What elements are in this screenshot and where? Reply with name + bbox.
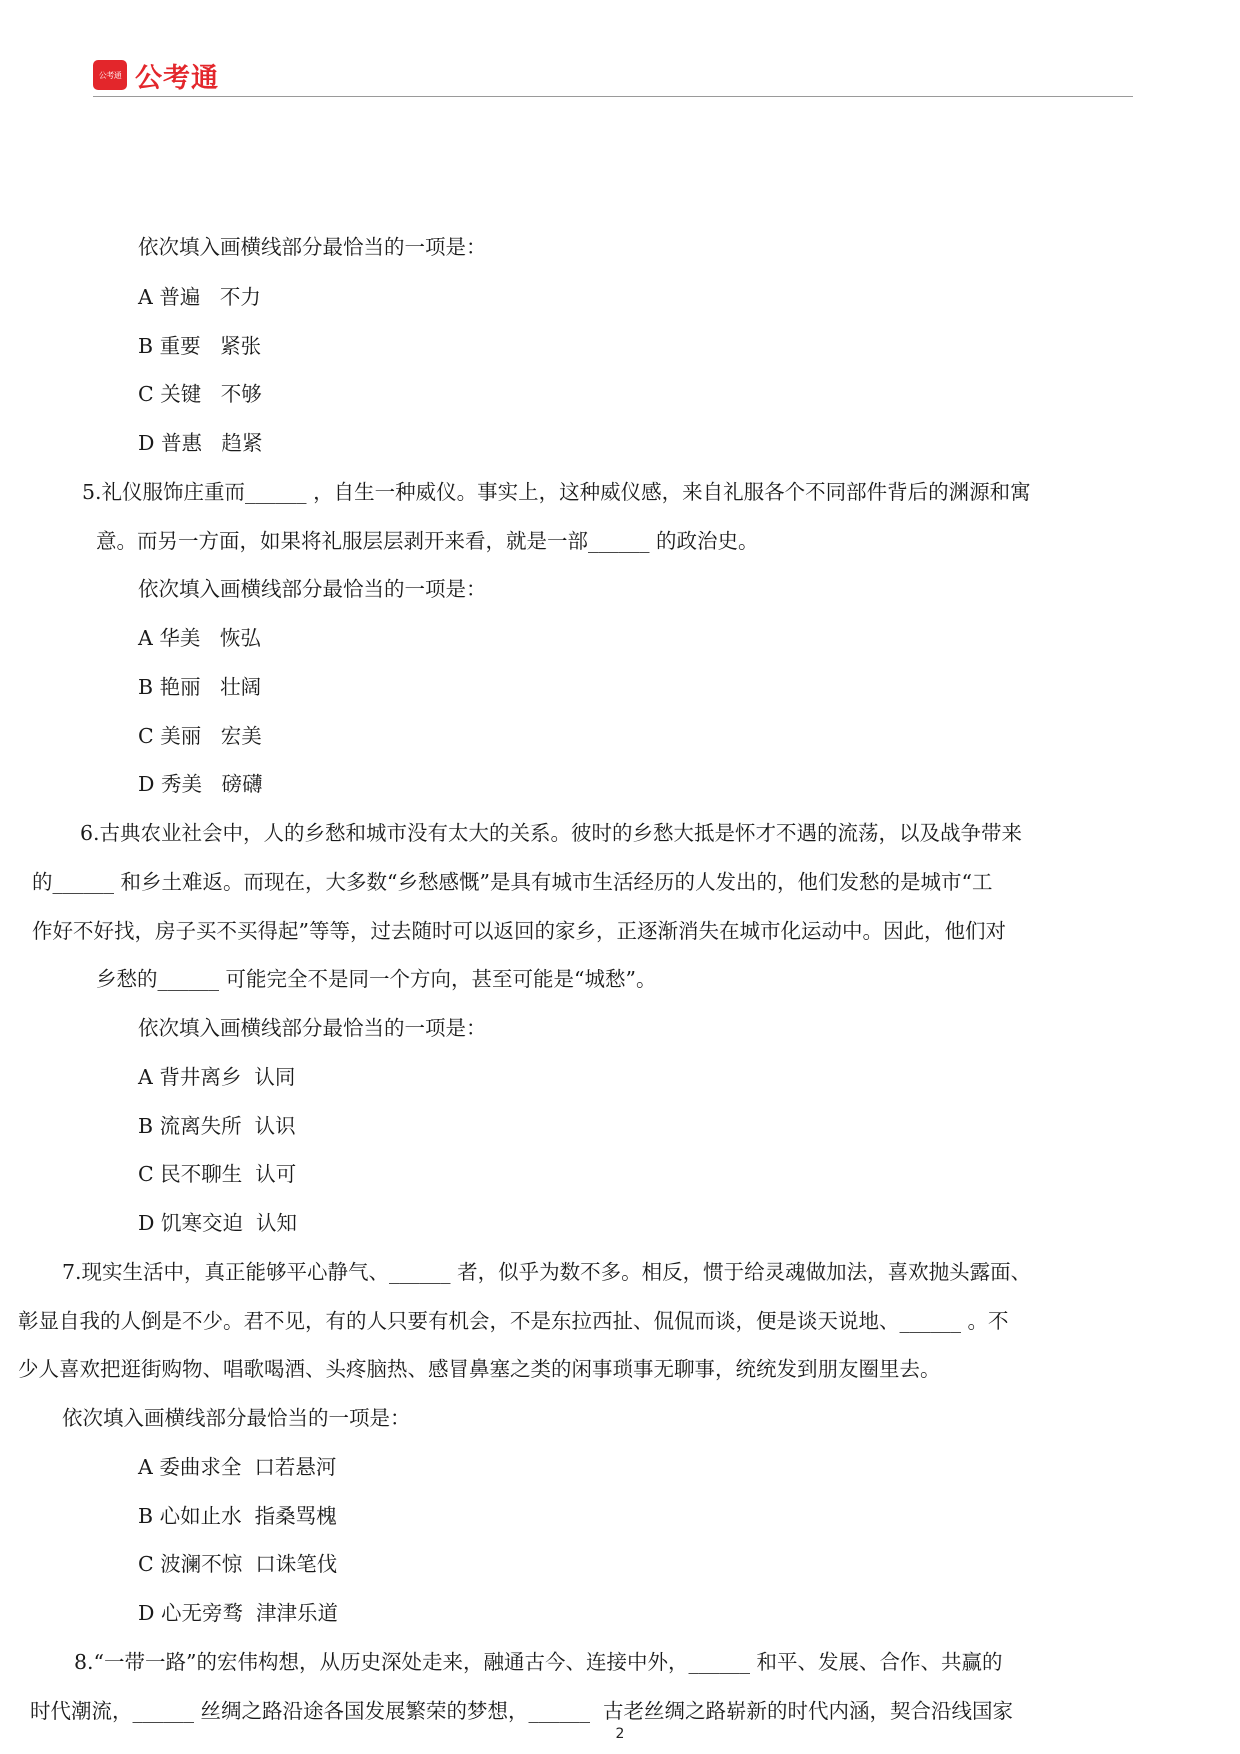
q5-option-a: A 华美 恢弘 [138,626,261,650]
q6-stem-line-4: 乡愁的______ 可能完全不是同一个方向，甚至可能是“城愁”。 [96,967,657,991]
q4-option-c: C 关键 不够 [138,382,262,406]
q5-option-b: B 艳丽 壮阔 [138,675,262,699]
q5-stem-line-2: 意。而另一方面，如果将礼服层层剥开来看，就是一部______ 的政治史。 [96,529,759,553]
q7-prompt: 依次填入画横线部分最恰当的一项是： [62,1406,411,1430]
q4-option-b: B 重要 紧张 [138,334,262,358]
q7-option-a: A 委曲求全 口若悬河 [138,1455,337,1479]
logo-icon: 公考通 [93,60,127,90]
q5-prompt: 依次填入画横线部分最恰当的一项是： [138,577,487,601]
q4-option-a: A 普遍 不力 [138,285,261,309]
q6-option-c: C 民不聊生 认可 [138,1162,297,1186]
q7-option-c: C 波澜不惊 口诛笔伐 [138,1552,338,1576]
q5-option-d: D 秀美 磅礴 [138,772,263,796]
page-header [93,60,1133,94]
q8-stem-line-1: 8.“一带一路”的宏伟构想，从历史深处走来，融通古今、连接中外，______ 和平、发展、合作、共赢的 [74,1650,1003,1674]
q8-stem-line-2: 时代潮流，______ 丝绸之路沿途各国发展繁荣的梦想，______ 古老丝绸之路崭新的时代内涵，契合沿线国家 [30,1699,1014,1723]
q4-prompt: 依次填入画横线部分最恰当的一项是： [138,235,487,259]
header-divider [93,96,1133,97]
q6-stem-line-1: 6.古典农业社会中，人的乡愁和城市没有太大的关系。彼时的乡愁大抵是怀才不遇的流荡，以及战争带来 [80,821,1023,845]
q7-stem-line-3: 少人喜欢把逛街购物、唱歌喝酒、头疼脑热、感冒鼻塞之类的闲事琐事无聊事，统统发到朋友圈里去。 [18,1357,941,1381]
q5-option-c: C 美丽 宏美 [138,724,262,748]
q7-stem-line-1: 7.现实生活中，真正能够平心静气、______ 者，似乎为数不多。相反，惯于给灵魂做加法，喜欢抛头露面、 [62,1260,1032,1284]
q6-stem-line-3: 作好不好找，房子买不买得起”等等，过去随时可以返回的家乡，正逐渐消失在城市化运动中。因此，他们对 [32,919,1006,943]
q5-stem-line-1: 5.礼仪服饰庄重而______ ，自生一种威仪。事实上，这种威仪感，来自礼服各个不同部件背后的渊源和寓 [82,480,1031,504]
q6-option-a: A 背井离乡 认同 [138,1065,296,1089]
q6-stem-line-2: 的______ 和乡土难返。而现在，大多数“乡愁感慨”是具有城市生活经历的人发出的，他们发愁的是城市“工 [32,870,993,894]
q6-prompt: 依次填入画横线部分最恰当的一项是： [138,1016,487,1040]
brand-name: 公考通 [135,63,219,94]
q4-option-d: D 普惠 趋紧 [138,431,263,455]
q7-option-b: B 心如止水 指桑骂槐 [138,1504,337,1528]
page-number: 2 [615,1726,625,1742]
q6-option-b: B 流离失所 认识 [138,1114,296,1138]
q7-stem-line-2: 彰显自我的人倒是不少。君不见，有的人只要有机会，不是东拉西扯、侃侃而谈，便是谈天说地、______ 。不 [18,1309,1009,1333]
q7-option-d: D 心无旁骛 津津乐道 [138,1601,338,1625]
q6-option-d: D 饥寒交迫 认知 [138,1211,297,1235]
